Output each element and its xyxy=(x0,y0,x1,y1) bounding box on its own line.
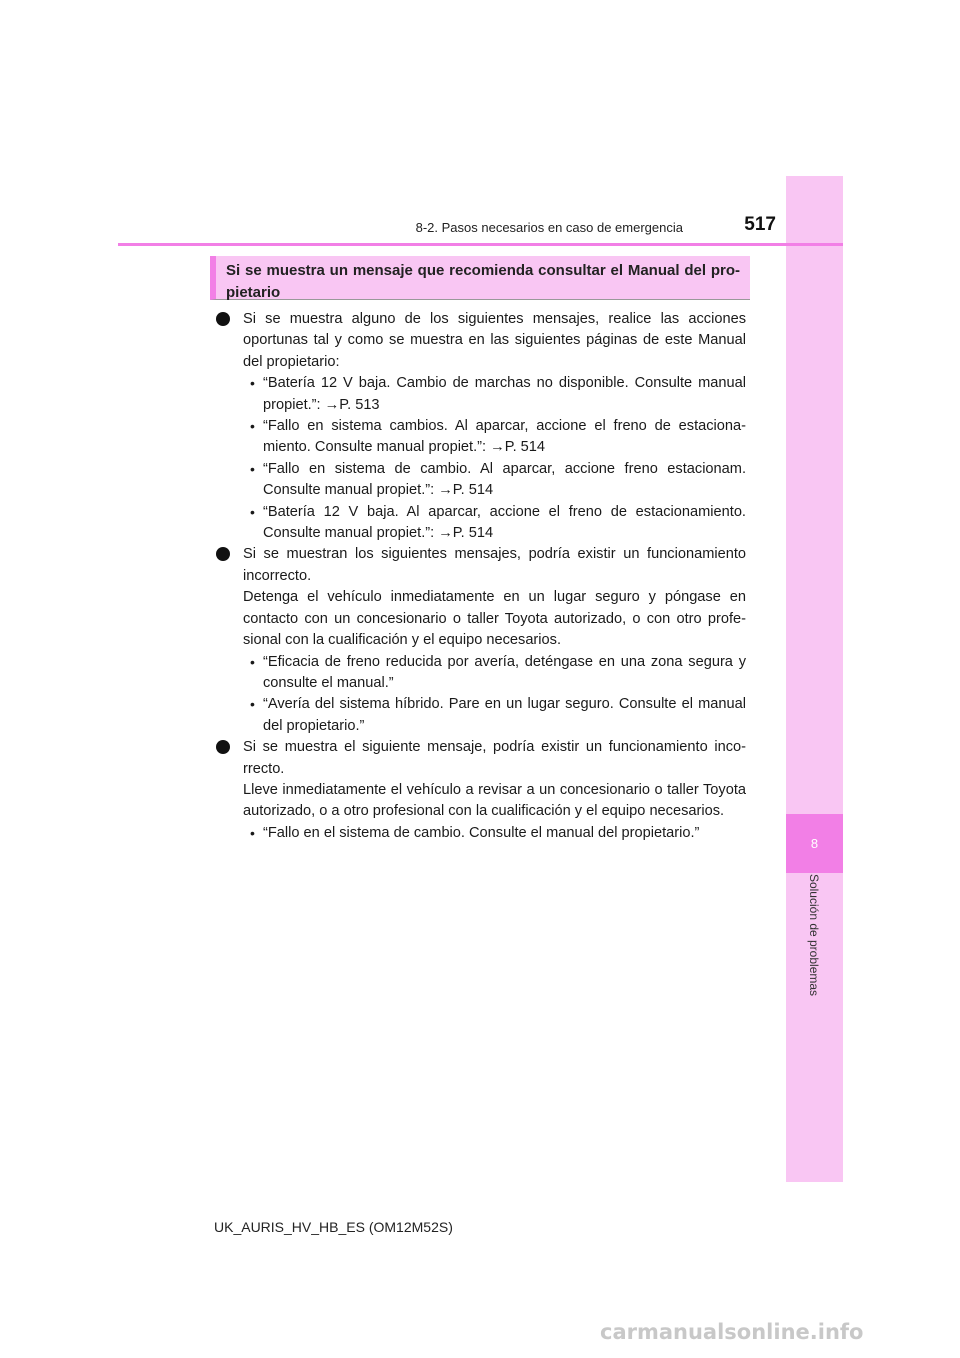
bullet-small-icon: • xyxy=(250,460,255,477)
list-item: • “Eficacia de freno reducida por avería, deténgase en una zona segura y consulte el manual.” xyxy=(250,653,746,691)
list-item: • “Fallo en el sistema de cambio. Consulte el manual del propietario.” xyxy=(243,823,746,844)
section-heading: Si se muestra un mensaje que recomienda consultar el Manual del pro-pietario xyxy=(226,262,740,301)
bullet-small-icon: • xyxy=(250,375,255,392)
bullet-block xyxy=(216,544,746,737)
list-item: • “Batería 12 V baja. Al aparcar, accione el freno de estacionamiento. Consulte manual propiet.”: →P. 514 xyxy=(250,503,746,542)
document-code: UK_AURIS_HV_HB_ES (OM12M52S) xyxy=(214,1219,453,1235)
section-heading-box xyxy=(210,256,750,300)
bullet-small-icon: • xyxy=(250,824,255,841)
bullet-block xyxy=(216,737,746,844)
chapter-side-tab xyxy=(786,176,843,1182)
bullet-block xyxy=(216,309,746,544)
paragraph: Si se muestra alguno de los siguientes mensajes, realice las acciones oportunas tal y como se muestra en las siguientes páginas de este Manual del propietario: xyxy=(243,311,746,370)
header-section-title: 8-2. Pasos necesarios en caso de emergencia xyxy=(415,220,683,235)
message-list xyxy=(243,652,746,738)
chapter-title-vertical xyxy=(789,873,839,997)
bullet-dot-icon xyxy=(216,547,230,561)
bullet-small-icon: • xyxy=(250,418,255,435)
bullet-dot-icon xyxy=(216,740,230,754)
bullet-small-icon: • xyxy=(250,653,255,670)
message-list xyxy=(243,373,746,544)
list-item: • “Batería 12 V baja. Cambio de marchas no disponible. Consulte manual propiet.”: →P. 513 xyxy=(250,375,746,413)
bullet-dot-icon xyxy=(216,312,230,326)
paragraph: Lleve inmediatamente el vehículo a revisar a un concesionario o taller Toyota autorizado, o a otro profesional con la cualificación y el equipo necesarios. xyxy=(243,781,746,820)
page-number: 517 xyxy=(744,214,776,235)
chapter-number-tab: 8 xyxy=(786,814,843,873)
header-divider xyxy=(118,243,843,246)
message-list xyxy=(243,823,746,844)
list-item: • “Avería del sistema híbrido. Pare en un lugar seguro. Consulte el manual del propietario.” xyxy=(250,696,746,734)
list-item: • “Fallo en sistema cambios. Al aparcar, accione el freno de estaciona-miento. Consulte manual propiet.”: →P. 514 xyxy=(250,418,746,456)
bullet-small-icon: • xyxy=(250,503,255,520)
paragraph: Si se muestra el siguiente mensaje, podría existir un funcionamiento inco-rrecto. xyxy=(243,739,746,777)
paragraph: Si se muestran los siguientes mensajes, podría existir un funcionamiento incorrecto. xyxy=(243,546,746,584)
main-content xyxy=(216,309,746,844)
chapter-title-text: Solución de problemas xyxy=(807,873,822,997)
bullet-small-icon: • xyxy=(250,696,255,713)
paragraph: Detenga el vehículo inmediatamente en un lugar seguro y póngase en contacto con un concesionario o taller Toyota autorizado, o con otro profe-sional con la cualificación y el equipo necesarios. xyxy=(243,589,746,649)
list-item: • “Fallo en sistema de cambio. Al aparcar, accione freno estacionam. Consulte manual propiet.”: →P. 514 xyxy=(250,460,746,499)
watermark: carmanualsonline.info xyxy=(600,1320,864,1344)
